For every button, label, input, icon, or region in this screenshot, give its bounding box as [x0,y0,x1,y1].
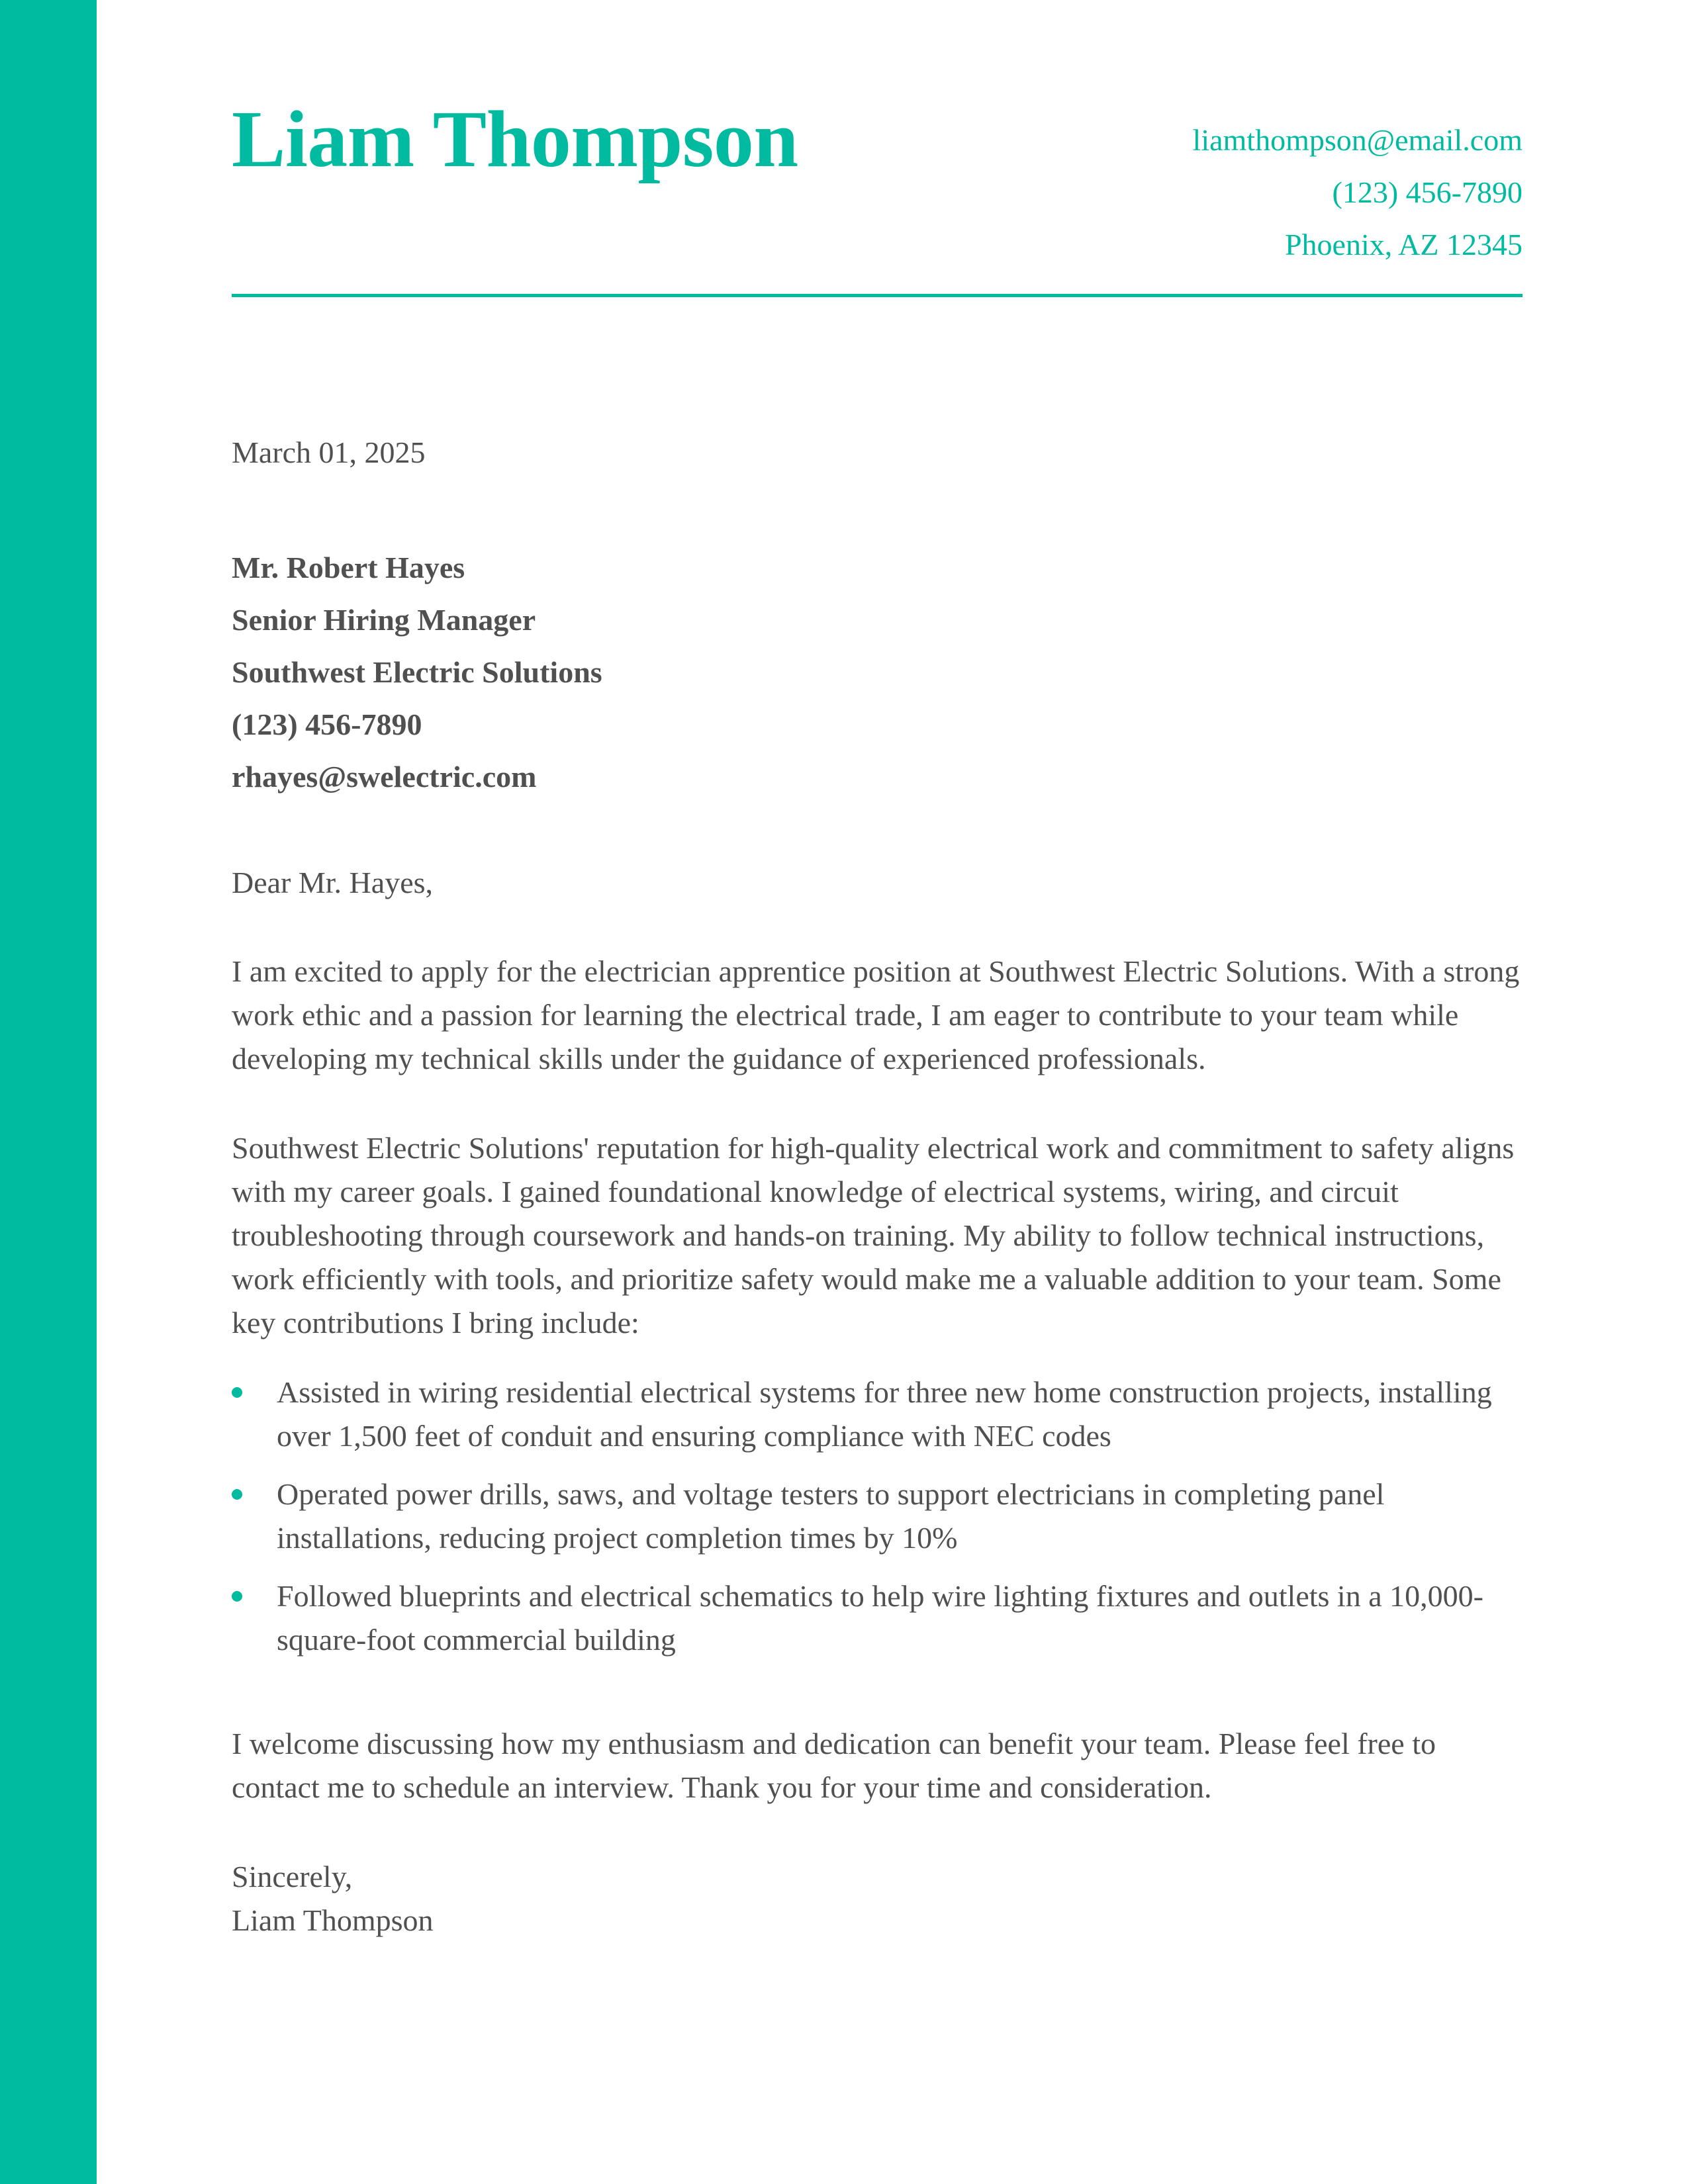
sender-phone: (123) 456-7890 [1332,175,1523,209]
letter-date: March 01, 2025 [232,435,426,469]
contributions-list [232,1371,1523,1676]
cover-letter-page [232,0,1523,1937]
recipient-phone: (123) 456-7890 [232,707,422,741]
list-item-text: Operated power drills, saws, and voltage testers to support electricians in completing panel installations, reducing project completion times by 10% [277,1477,1385,1555]
sender-email: liamthompson@email.com [1192,123,1523,157]
accent-sidebar-bar [0,0,97,2184]
recipient-block [232,541,602,803]
sender-name: Liam Thompson [232,95,798,184]
closing-block [232,1855,434,1942]
body-paragraph-qualifications: Southwest Electric Solutions' reputation for high-quality electrical work and commitment to safety aligns with my career goals. I gained foundational knowledge of electrical systems, wiring, and circuit troubleshooting through coursework and hands-on training. My ability to follow technical instructions, work efficiently with tools, and prioritize safety would make me a valuable addition to your team. Some key contributions I bring include: [232,1131,1515,1340]
body-paragraph-closing: I welcome discussing how my enthusiasm and dedication can benefit your team. Please feel free to contact me to schedule an interview. Thank you for your time and consideration. [232,1727,1436,1804]
list-item-text: Followed blueprints and electrical schematics to help wire lighting fixtures and outlets in a 10,000-square-foot commercial building [277,1579,1483,1657]
valediction: Sincerely, [232,1860,353,1893]
header-divider [232,294,1523,297]
bullet-dot-icon [232,1489,242,1500]
recipient-company: Southwest Electric Solutions [232,655,602,689]
bullet-dot-icon [232,1387,242,1398]
list-item [232,1473,1523,1560]
recipient-title: Senior Hiring Manager [232,603,536,637]
letter-header [232,0,1523,298]
recipient-name: Mr. Robert Hayes [232,551,465,584]
sender-contact-block [1193,114,1523,271]
signature-name: Liam Thompson [232,1903,434,1937]
list-item [232,1371,1523,1458]
recipient-email: rhayes@swelectric.com [232,760,537,794]
bullet-dot-icon [232,1591,242,1602]
salutation: Dear Mr. Hayes, [232,866,434,899]
list-item [232,1574,1523,1662]
body-paragraph-intro: I am excited to apply for the electrician apprentice position at Southwest Electric Solutions. With a strong work ethic and a passion for learning the electrical trade, I am eager to contribute to your team while developing my technical skills under the guidance of experienced professionals. [232,954,1520,1075]
sender-location: Phoenix, AZ 12345 [1284,228,1523,261]
list-item-text: Assisted in wiring residential electrical systems for three new home construction projects, installing over 1,500 feet of conduit and ensuring compliance with NEC codes [277,1375,1492,1453]
